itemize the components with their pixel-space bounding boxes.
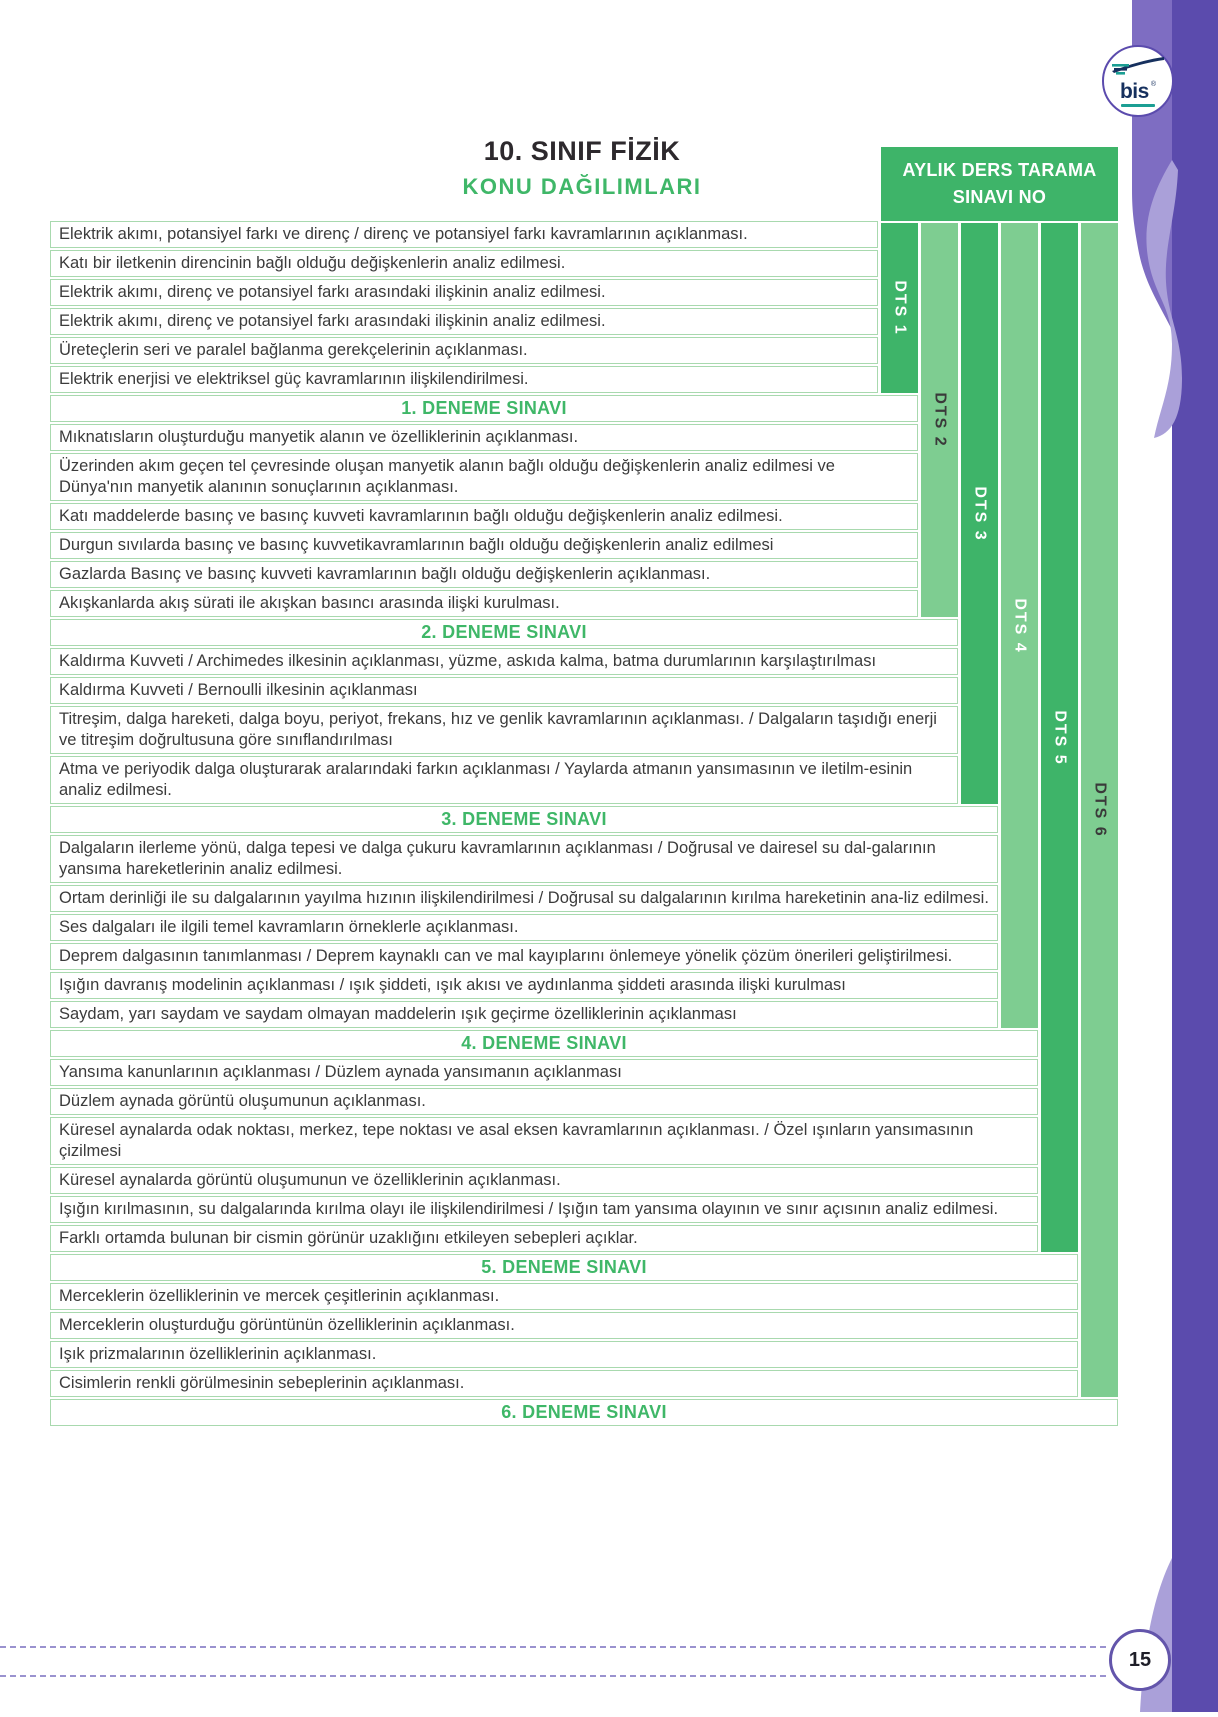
topic-row: Kaldırma Kuvveti / Archimedes ilkesinin açıklanması, yüzme, askıda kalma, batma durumlarının karşılaştırılması [50,648,958,675]
topic-row: Gazlarda Basınç ve basınç kuvveti kavramlarının bağlı olduğu değişkenlerin açıklanması. [50,561,918,588]
logo-text: bis [1119,80,1149,103]
topics-table [50,221,1118,1428]
topic-row: Katı bir iletkenin direncinin bağlı olduğu değişkenlerin analiz edilmesi. [50,250,878,277]
footer-dashed-line-bottom [0,1675,1106,1677]
exam-row: 2. DENEME SINAVI [50,619,958,646]
bis-logo [1102,45,1174,117]
topic-row: Saydam, yarı saydam ve saydam olmayan maddelerin ışık geçirme özelliklerinin açıklanması [50,1001,998,1028]
dts-column-bar [961,223,998,804]
topic-row: Ses dalgaları ile ilgili temel kavramların örneklerle açıklanması. [50,914,998,941]
topic-row: Elektrik akımı, potansiyel farkı ve direnç / direnç ve potansiyel farkı kavramlarının açıklanması. [50,221,878,248]
topic-row: Ortam derinliği ile su dalgalarının yayılma hızının ilişkilendirilmesi / Doğrusal su dalgalarının kırılma hareketinin ana-liz edilmesi. [50,885,998,912]
topic-row: Mıknatısların oluşturduğu manyetik alanın ve özelliklerinin açıklanması. [50,424,918,451]
topic-row: Cisimlerin renkli görülmesinin sebeplerinin açıklanması. [50,1370,1078,1397]
dts-column-bar [1081,223,1118,1397]
dts-column-label: DTS 2 [931,392,949,448]
topic-row: Küresel aynalarda görüntü oluşumunun ve özelliklerinin açıklanması. [50,1167,1038,1194]
topic-row: Katı maddelerde basınç ve basınç kuvveti kavramlarının bağlı olduğu değişkenlerin analiz edilmesi. [50,503,918,530]
exam-row: 1. DENEME SINAVI [50,395,918,422]
logo-registered-mark: ® [1150,81,1156,88]
topic-row: Üreteçlerin seri ve paralel bağlanma gerekçelerinin açıklanması. [50,337,878,364]
topic-row: Yansıma kanunlarının açıklanması / Düzlem aynada yansımanın açıklanması [50,1059,1038,1086]
exam-row: 5. DENEME SINAVI [50,1254,1078,1281]
dts-column-label: DTS 1 [891,280,909,336]
footer-dashed-line-top [0,1646,1106,1648]
topic-row: Merceklerin oluşturduğu görüntünün özelliklerinin açıklanması. [50,1312,1078,1339]
exam-row: 6. DENEME SINAVI [50,1399,1118,1426]
exam-row: 4. DENEME SINAVI [50,1030,1038,1057]
dts-column-label: DTS 4 [1011,597,1029,654]
page-subtitle: KONU DAĞILIMLARI [462,174,702,199]
page-number: 15 [1128,1648,1152,1671]
exam-no-header-line1: AYLIK DERS TARAMA [902,160,1097,180]
exam-no-header-line2: SINAVI NO [952,187,1047,207]
topic-row: Atma ve periyodik dalga oluşturarak aralarındaki farkın açıklanması / Yaylarda atmanın yansımasının ve iletilm-esinin analiz edilmesi. [50,756,958,804]
page-number-badge [1109,1629,1171,1691]
topic-row: Merceklerin özelliklerinin ve mercek çeşitlerinin açıklanması. [50,1283,1078,1310]
topic-row: Kaldırma Kuvveti / Bernoulli ilkesinin açıklanması [50,677,958,704]
dts-column-label: DTS 3 [971,485,989,542]
topic-row: Elektrik akımı, direnç ve potansiyel farkı arasındaki ilişkinin analiz edilmesi. [50,308,878,335]
topic-row: Düzlem aynada görüntü oluşumunun açıklanması. [50,1088,1038,1115]
topic-row: Küresel aynalarda odak noktası, merkez, tepe noktası ve asal eksen kavramlarının açıklanması. / Özel ışınların yansımasının çizilmesi [50,1117,1038,1165]
dts-column-bar [1041,223,1078,1252]
topic-row: Titreşim, dalga hareketi, dalga boyu, periyot, frekans, hız ve genlik kavramlarının açıklanması. / Dalgaların taşıdığı enerji ve titreşim doğrultusuna göre sınıflandırılması [50,706,958,754]
dts-column-bar [921,223,958,617]
dts-column-label: DTS 5 [1051,709,1069,766]
topic-row: Üzerinden akım geçen tel çevresinde oluşan manyetik alanın bağlı olduğu değişkenlerin analiz edilmesi ve Dünya'nın manyetik alanının sonuçlarının açıklanması. [50,453,918,501]
dts-column-bar [1001,223,1038,1028]
topic-row: Işığın davranış modelinin açıklanması / ışık şiddeti, ışık akısı ve aydınlanma şiddeti arasında ilişki kurulması [50,972,998,999]
topic-row: Farklı ortamda bulunan bir cismin görünür uzaklığını etkileyen sebepleri açıklar. [50,1225,1038,1252]
topic-row: Elektrik akımı, direnç ve potansiyel farkı arasındaki ilişkinin analiz edilmesi. [50,279,878,306]
topic-row: Deprem dalgasının tanımlanması / Deprem kaynaklı can ve mal kayıplarını önlemeye yönelik çözüm önerileri geliştirilmesi. [50,943,998,970]
dts-column-bar [881,223,918,393]
logo-swoosh-icon [1110,55,1166,77]
topic-row: Durgun sıvılarda basınç ve basınç kuvvetikavramlarının bağlı olduğu değişkenlerin analiz edilmesi [50,532,918,559]
topic-row: Işık prizmalarının özelliklerinin açıklanması. [50,1341,1078,1368]
dts-column-label: DTS 6 [1091,782,1109,838]
exam-no-header [881,147,1118,221]
page-title: 10. SINIF FİZİK [483,136,681,166]
logo-wordmark [1120,81,1156,102]
exam-row: 3. DENEME SINAVI [50,806,998,833]
logo-tagline-bar [1121,104,1155,107]
topic-row: Elektrik enerjisi ve elektriksel güç kavramlarının ilişkilendirilmesi. [50,366,878,393]
topic-row: Akışkanlarda akış sürati ile akışkan basıncı arasında ilişki kurulması. [50,590,918,617]
topic-row: Işığın kırılmasının, su dalgalarında kırılma olayı ile ilişkilendirilmesi / Işığın tam yansıma olayının ve sınır açısının analiz edilmesi. [50,1196,1038,1223]
title-block [432,136,732,200]
topic-row: Dalgaların ilerleme yönü, dalga tepesi ve dalga çukuru kavramlarının açıklanması / Doğrusal ve dairesel su dal-galarının yansıma hareketlerinin analiz edilmesi. [50,835,998,883]
